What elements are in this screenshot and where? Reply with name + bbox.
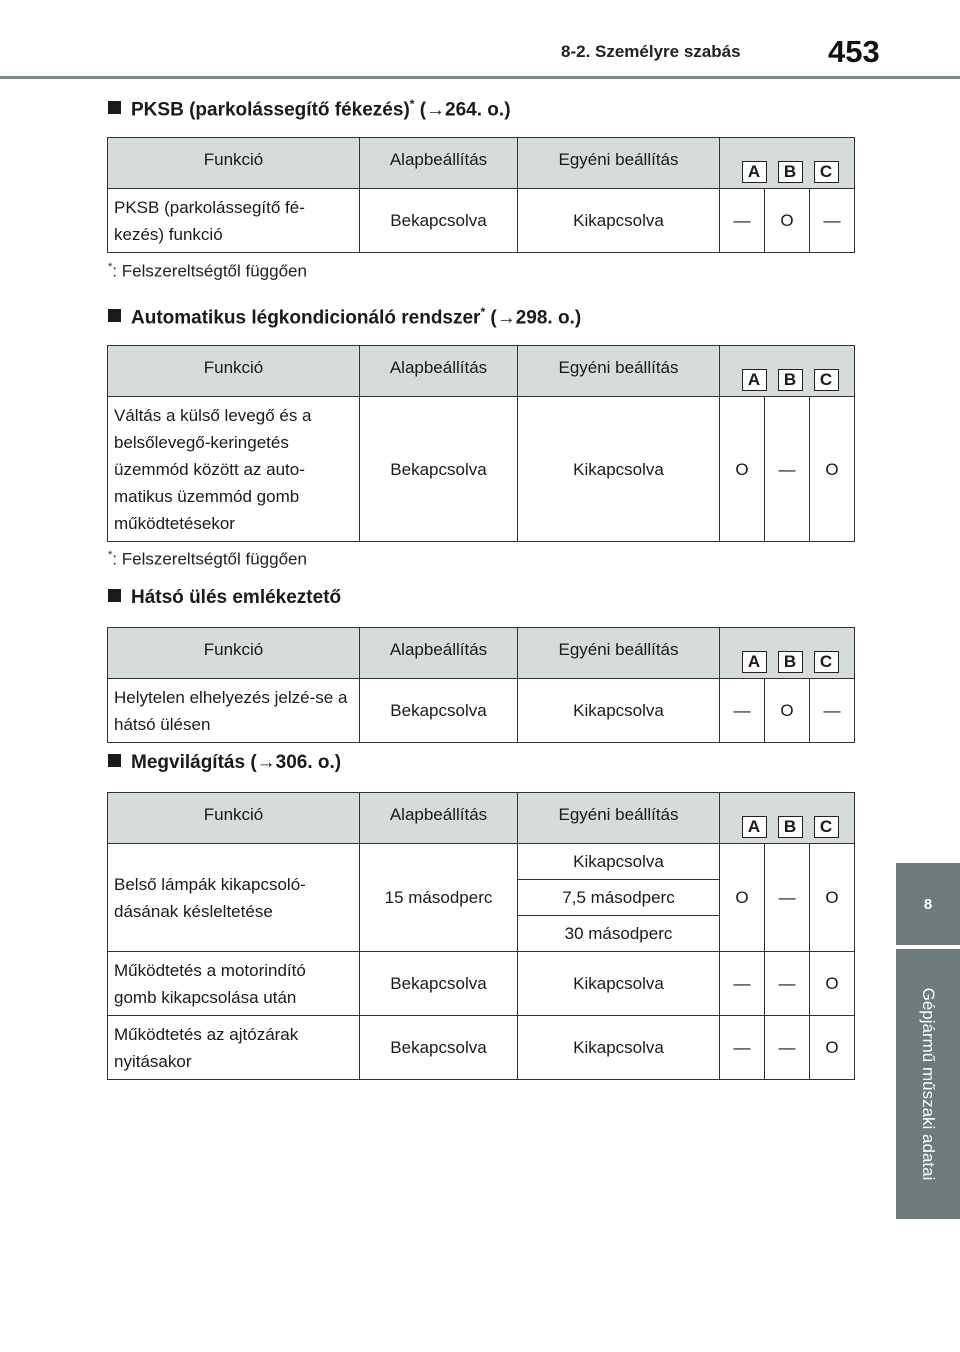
table-row xyxy=(108,679,855,743)
square-bullet-icon xyxy=(108,589,121,602)
function-cell: Váltás a külső levegő és a belsőlevegő-keringetés üzemmód között az auto-matikus üzemmód gomb működtetésekor xyxy=(108,397,360,542)
default-cell: 15 másodperc xyxy=(360,844,518,952)
letter-b-box: B xyxy=(778,651,803,673)
letter-a-box: A xyxy=(742,369,767,391)
column-header-abc xyxy=(720,793,855,844)
table-row xyxy=(108,397,855,542)
cell-a: — xyxy=(720,679,765,743)
function-cell: Belső lámpák kikapcsoló-dásának késleltetése xyxy=(108,844,360,952)
cell-a: — xyxy=(720,952,765,1016)
table-row xyxy=(108,1016,855,1080)
cell-c: O xyxy=(810,844,855,952)
letter-a-box: A xyxy=(742,816,767,838)
table-row xyxy=(108,189,855,253)
cell-b: O xyxy=(765,679,810,743)
section-header: 8-2. Személyre szabás xyxy=(561,42,741,61)
cell-b: — xyxy=(765,1016,810,1080)
settings-table-pksb xyxy=(107,137,855,253)
chapter-tab xyxy=(896,949,960,1219)
custom-cell: Kikapcsolva xyxy=(518,1016,720,1080)
cell-a: O xyxy=(720,844,765,952)
default-cell: Bekapcsolva xyxy=(360,679,518,743)
letter-c-box: C xyxy=(814,816,839,838)
column-header-default: Alapbeállítás xyxy=(360,793,518,844)
cell-c: — xyxy=(810,189,855,253)
section-title-lighting: Megvilágítás (→306. o.) xyxy=(108,752,341,774)
cell-c: O xyxy=(810,952,855,1016)
column-header-function: Funkció xyxy=(108,346,360,397)
custom-option-cell: Kikapcsolva xyxy=(518,844,720,880)
letter-c-box: C xyxy=(814,651,839,673)
cell-b: O xyxy=(765,189,810,253)
column-header-custom: Egyéni beállítás xyxy=(518,138,720,189)
default-cell: Bekapcsolva xyxy=(360,397,518,542)
function-cell: PKSB (parkolássegítő fé-kezés) funkció xyxy=(108,189,360,253)
footnote: *: Felszereltségtől függően xyxy=(108,261,307,281)
letter-c-box: C xyxy=(814,369,839,391)
table-header-row xyxy=(108,138,855,189)
column-header-default: Alapbeállítás xyxy=(360,138,518,189)
custom-option-cell: 7,5 másodperc xyxy=(518,880,720,916)
column-header-abc xyxy=(720,628,855,679)
settings-table-rear-seat xyxy=(107,627,855,743)
letter-a-box: A xyxy=(742,651,767,673)
function-cell: Működtetés a motorindító gomb kikapcsolása után xyxy=(108,952,360,1016)
cell-b: — xyxy=(765,397,810,542)
cell-a: — xyxy=(720,189,765,253)
column-header-function: Funkció xyxy=(108,138,360,189)
column-header-custom: Egyéni beállítás xyxy=(518,793,720,844)
chapter-tab-number: 8 xyxy=(896,863,960,945)
letter-b-box: B xyxy=(778,816,803,838)
default-cell: Bekapcsolva xyxy=(360,952,518,1016)
cell-b: — xyxy=(765,952,810,1016)
cell-a: O xyxy=(720,397,765,542)
custom-cell: Kikapcsolva xyxy=(518,679,720,743)
letter-b-box: B xyxy=(778,369,803,391)
cell-c: O xyxy=(810,1016,855,1080)
settings-table-lighting xyxy=(107,792,855,1080)
column-header-abc xyxy=(720,138,855,189)
function-cell: Helytelen elhelyezés jelzé-se a hátsó ülésen xyxy=(108,679,360,743)
table-row xyxy=(108,844,855,880)
page-reference-link[interactable]: (→298. o.) xyxy=(490,307,582,329)
square-bullet-icon xyxy=(108,309,121,322)
square-bullet-icon xyxy=(108,101,121,114)
custom-option-cell: 30 másodperc xyxy=(518,916,720,952)
column-header-default: Alapbeállítás xyxy=(360,628,518,679)
settings-table-climate xyxy=(107,345,855,542)
cell-b: — xyxy=(765,844,810,952)
column-header-abc xyxy=(720,346,855,397)
square-bullet-icon xyxy=(108,754,121,767)
table-row xyxy=(108,952,855,1016)
letter-a-box: A xyxy=(742,161,767,183)
page-reference-link[interactable]: (→306. o.) xyxy=(250,752,342,773)
chapter-tab-label: Gépjármű műszaki adatai xyxy=(919,987,938,1181)
footnote: *: Felszereltségtől függően xyxy=(108,549,307,569)
letter-b-box: B xyxy=(778,161,803,183)
table-header-row xyxy=(108,346,855,397)
column-header-default: Alapbeállítás xyxy=(360,346,518,397)
custom-cell: Kikapcsolva xyxy=(518,397,720,542)
default-cell: Bekapcsolva xyxy=(360,1016,518,1080)
cell-c: — xyxy=(810,679,855,743)
cell-c: O xyxy=(810,397,855,542)
default-cell: Bekapcsolva xyxy=(360,189,518,253)
column-header-custom: Egyéni beállítás xyxy=(518,628,720,679)
column-header-function: Funkció xyxy=(108,628,360,679)
section-title-pksb: PKSB (parkolássegítő fékezés)* (→264. o.) xyxy=(108,97,511,121)
custom-cell: Kikapcsolva xyxy=(518,952,720,1016)
table-header-row xyxy=(108,628,855,679)
section-title-rear-seat: Hátsó ülés emlékeztető xyxy=(108,587,341,609)
custom-cell: Kikapcsolva xyxy=(518,189,720,253)
header-divider xyxy=(0,76,960,79)
column-header-function: Funkció xyxy=(108,793,360,844)
section-title-climate: Automatikus légkondicionáló rendszer* (→298. o.) xyxy=(108,305,581,329)
page-number: 453 xyxy=(828,34,880,69)
column-header-custom: Egyéni beállítás xyxy=(518,346,720,397)
letter-c-box: C xyxy=(814,161,839,183)
cell-a: — xyxy=(720,1016,765,1080)
page-reference-link[interactable]: (→264. o.) xyxy=(419,99,511,121)
table-header-row xyxy=(108,793,855,844)
function-cell: Működtetés az ajtózárak nyitásakor xyxy=(108,1016,360,1080)
